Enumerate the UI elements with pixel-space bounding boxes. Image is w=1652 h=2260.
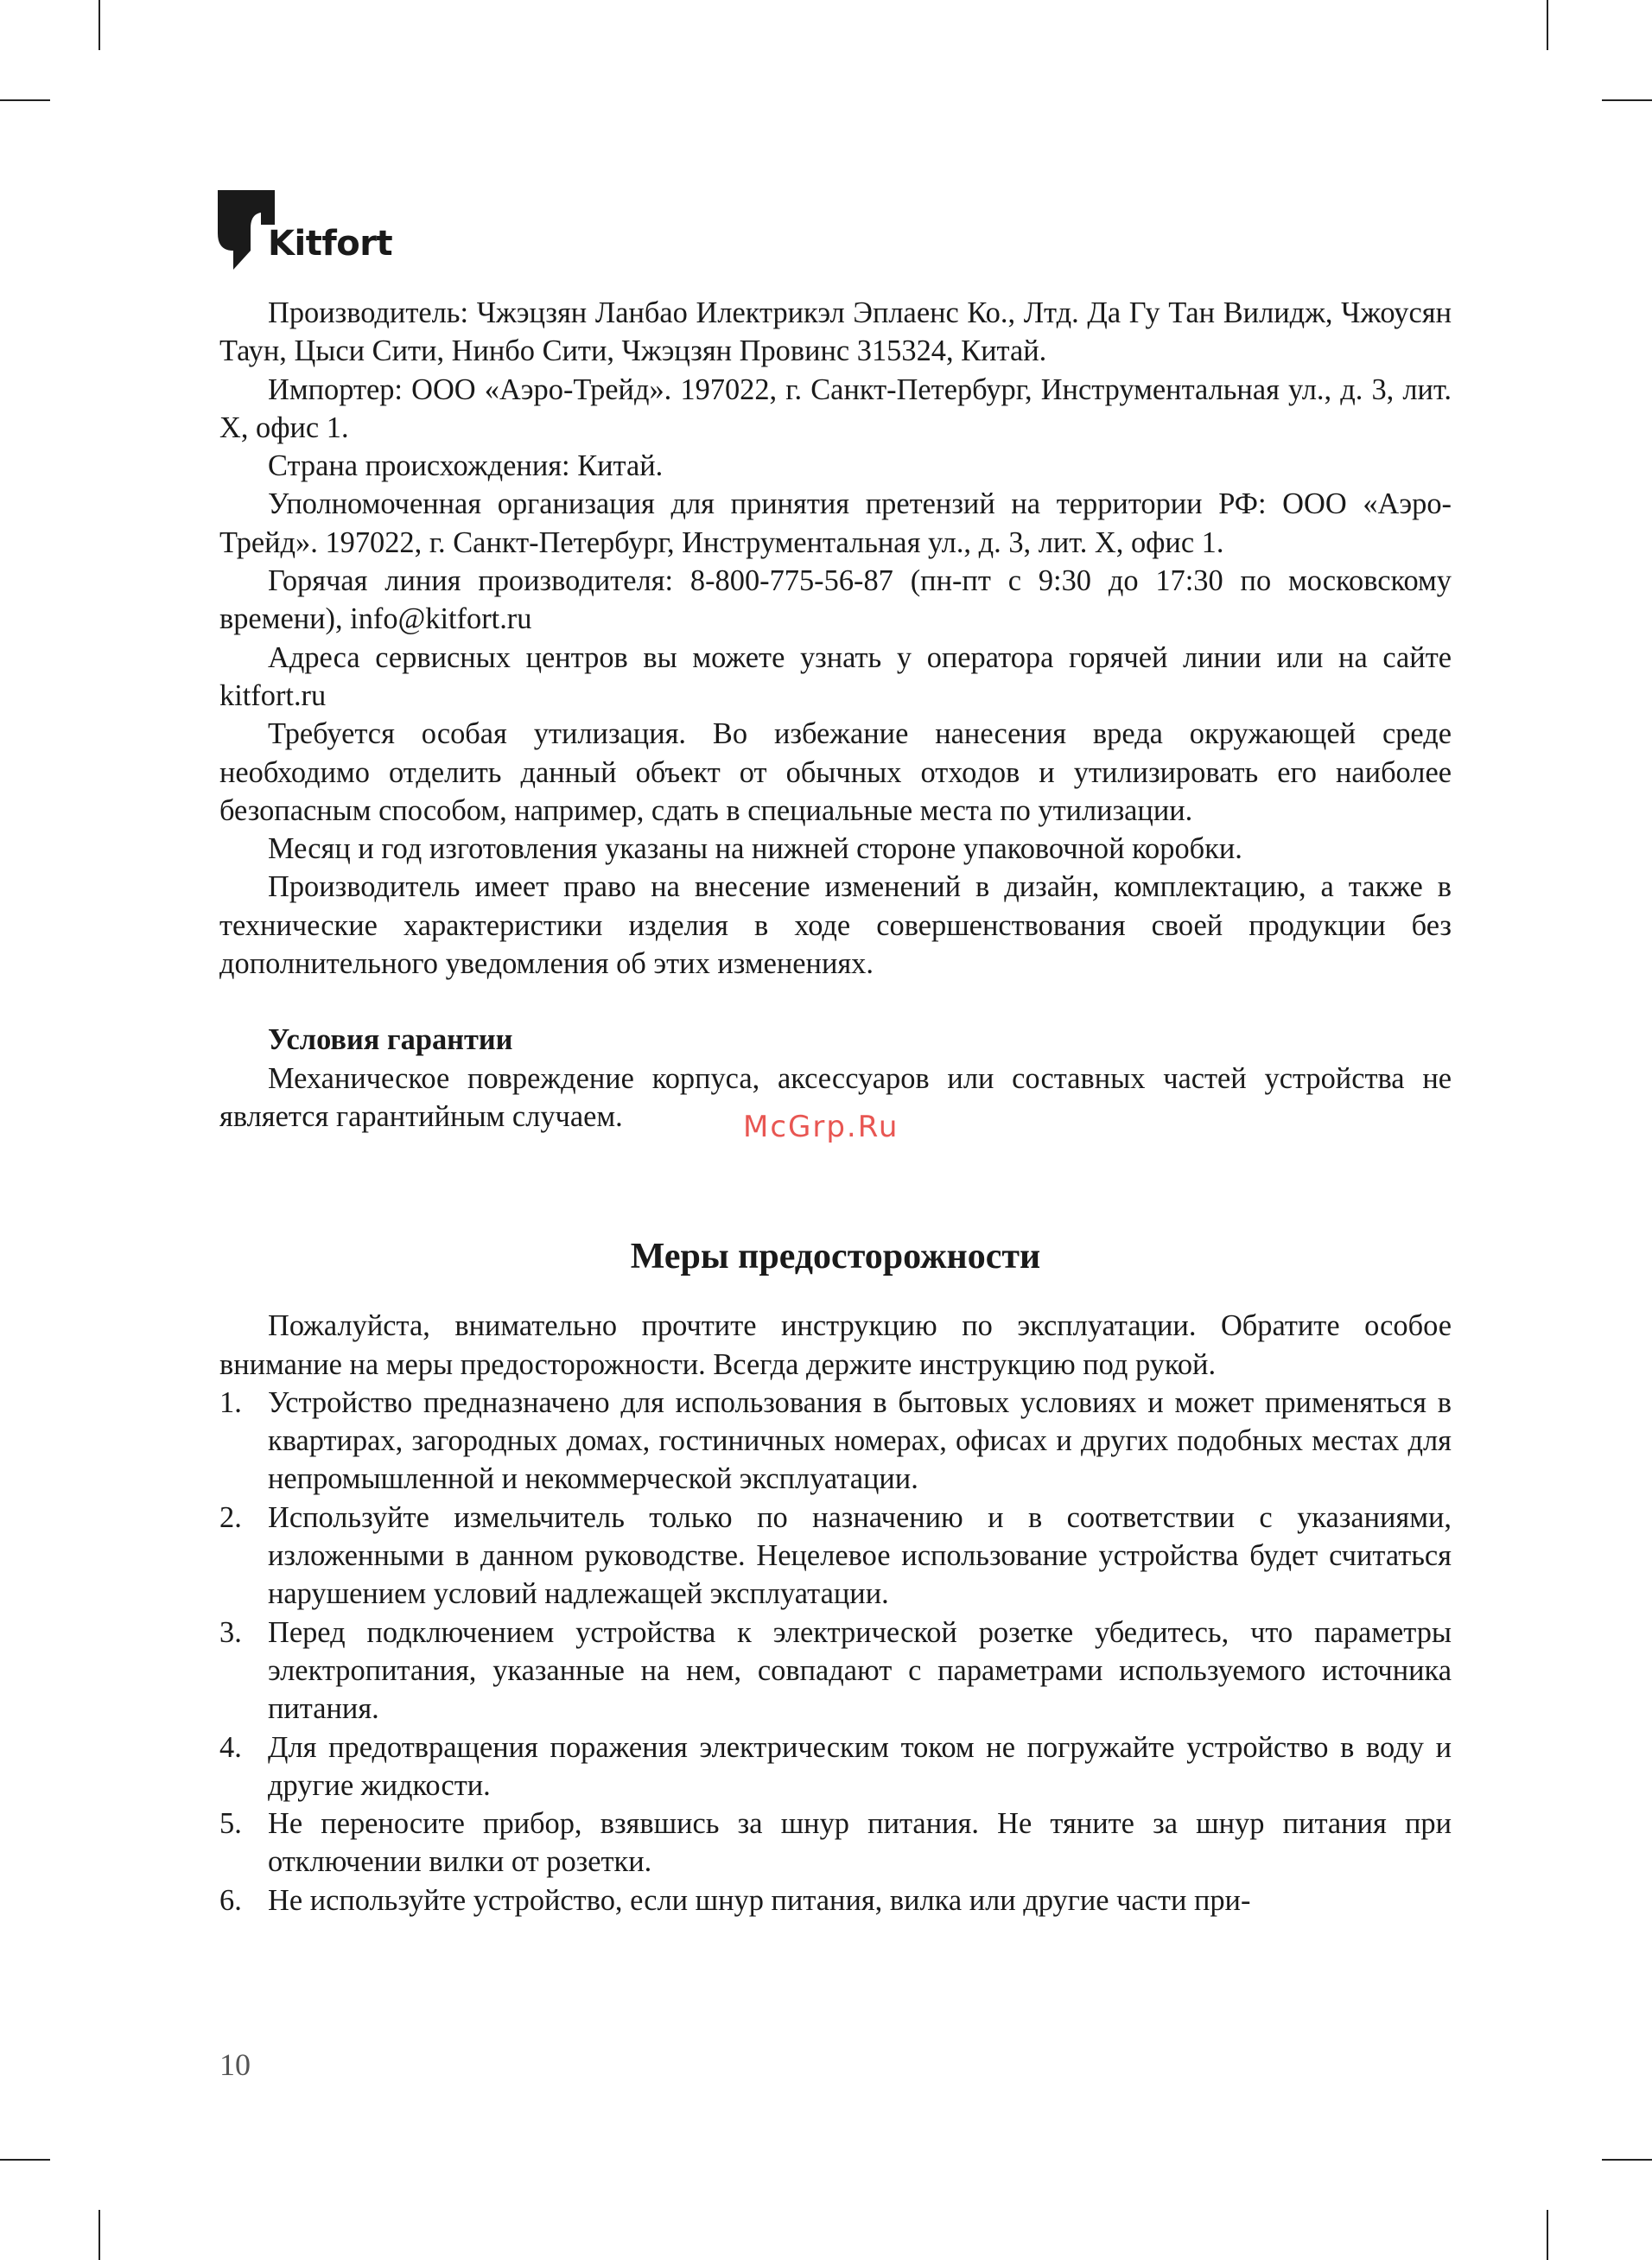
spacer bbox=[219, 1283, 1452, 1307]
list-item-number: 4. bbox=[219, 1730, 242, 1764]
list-item-number: 6. bbox=[219, 1883, 242, 1917]
crop-mark-top-right bbox=[1547, 0, 1548, 50]
page-number: 10 bbox=[219, 2047, 251, 2082]
kitfort-logo bbox=[218, 190, 391, 270]
list-item-number: 3. bbox=[219, 1615, 242, 1649]
crop-mark-bottom-left bbox=[98, 2210, 100, 2260]
crop-mark-left-top bbox=[0, 99, 50, 101]
list-item-text: Используйте измельчитель только по назначению и в соответствии с указаниями, изложенными в данном руководстве. Нецелевое использование устройства будет считаться нарушением условий надлежащей эксплуатации. bbox=[268, 1500, 1452, 1611]
crop-mark-bottom-right bbox=[1547, 2210, 1548, 2260]
list-item-text: Не переносите прибор, взявшись за шнур питания. Не тяните за шнур питания при отключении вилки от розетки. bbox=[268, 1807, 1452, 1879]
crop-mark-right-bottom bbox=[1602, 2159, 1652, 2161]
service-centers-paragraph: Адреса сервисных центров вы можете узнать у оператора горячей линии или на сайте kitfort.ru bbox=[219, 640, 1452, 712]
crop-mark-right-top bbox=[1602, 99, 1652, 101]
list-item-text: Для предотвращения поражения электрическим током не погружайте устройство в воду и другие жидкости. bbox=[268, 1730, 1452, 1802]
disposal-paragraph: Требуется особая утилизация. Во избежание нанесения вреда окружающей среде необходимо отделить данный объект от обычных отходов и утилизировать его наиболее безопасным способом, например, сдать в специальные места по утилизации. bbox=[219, 717, 1452, 827]
list-item-text: Перед подключением устройства к электрической розетке убедитесь, что параметры электропитания, указанные на нем, совпадают с параметрами используемого источника питания. bbox=[268, 1615, 1452, 1726]
watermark: McGrp.Ru bbox=[743, 1110, 899, 1144]
spacer bbox=[219, 1136, 1452, 1231]
precautions-intro: Пожалуйста, внимательно прочтите инструкцию по эксплуатации. Обратите особое внимание на меры предосторожности. Всегда держите инструкцию под рукой. bbox=[219, 1309, 1452, 1381]
origin-paragraph: Страна происхождения: Китай. bbox=[268, 449, 664, 483]
list-item-number: 5. bbox=[219, 1807, 242, 1841]
precautions-title: Меры предосторожности bbox=[630, 1237, 1041, 1277]
warranty-heading: Условия гарантии bbox=[268, 1023, 513, 1057]
hotline-paragraph: Горячая линия производителя: 8-800-775-56-87 (пн-пт с 9:30 до 17:30 по московскому времени), info@kitfort.ru bbox=[219, 564, 1452, 636]
document-body bbox=[219, 294, 1452, 1919]
manufacturer-paragraph: Производитель: Чжэцзян Ланбао Илектрикэл Эплаенс Ко., Лтд. Да Гу Тан Вилидж, Чжоусян Таун, Цыси Сити, Нинбо Сити, Чжэцзян Провинс 315324, Китай. bbox=[219, 296, 1452, 368]
changes-right-paragraph: Производитель имеет право на внесение изменений в дизайн, комплектацию, а также в технические характеристики изделия в ходе совершенствования своей продукции без дополнительного уведомления об этих изменениях. bbox=[219, 870, 1452, 981]
list-item-number: 1. bbox=[219, 1385, 242, 1419]
precautions-list bbox=[219, 1384, 1452, 1919]
warranty-text: Механическое повреждение корпуса, аксессуаров или составных частей устройства не является гарантийным случаем. bbox=[219, 1061, 1452, 1133]
spacer bbox=[219, 983, 1452, 1021]
authorized-org-paragraph: Уполномоченная организация для принятия претензий на территории РФ: ООО «Аэро-Трейд». 197022, г. Санкт-Петербург, Инструментальная ул., д. 3, лит. Х, офис 1. bbox=[219, 487, 1452, 559]
crop-mark-top-left bbox=[98, 0, 100, 50]
list-item bbox=[219, 1728, 1452, 1805]
list-item bbox=[219, 1881, 1452, 1919]
list-item-text: Устройство предназначено для использования в бытовых условиях и может применяться в квартирах, загородных домах, гостиничных номерах, офисах и других подобных местах для непромышленной и некоммерческой эксплуатации. bbox=[268, 1385, 1452, 1496]
brand-name: Kitfort bbox=[268, 224, 393, 264]
importer-paragraph: Импортер: ООО «Аэро-Трейд». 197022, г. Санкт-Петербург, Инструментальная ул., д. 3, лит. Х, офис 1. bbox=[219, 372, 1452, 444]
manufacture-date-paragraph: Месяц и год изготовления указаны на нижней стороне упаковочной коробки. bbox=[268, 832, 1242, 866]
list-item bbox=[219, 1384, 1452, 1499]
list-item bbox=[219, 1499, 1452, 1614]
crop-mark-left-bottom bbox=[0, 2159, 50, 2161]
list-item bbox=[219, 1805, 1452, 1881]
list-item-number: 2. bbox=[219, 1500, 242, 1534]
list-item-text: Не используйте устройство, если шнур питания, вилка или другие части при- bbox=[268, 1883, 1251, 1917]
list-item bbox=[219, 1614, 1452, 1728]
